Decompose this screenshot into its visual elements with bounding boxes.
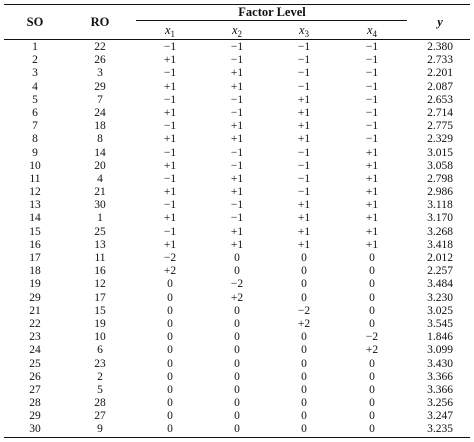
cell-y: 3.366 — [427, 370, 453, 383]
cell-y: 2.087 — [427, 80, 453, 93]
cell-x2: 0 — [234, 331, 240, 344]
cell-x2: +1 — [230, 120, 244, 133]
header-y: y — [437, 15, 443, 29]
table-row — [0, 278, 474, 291]
cell-y: 3.484 — [427, 278, 453, 291]
cell-x3: −1 — [297, 67, 311, 80]
cell-ro: 1 — [97, 212, 103, 225]
cell-x1: −1 — [163, 146, 177, 159]
cell-x2: −1 — [230, 146, 244, 159]
cell-x4: 0 — [369, 397, 375, 410]
cell-x1: −1 — [163, 199, 177, 212]
cell-y: 3.545 — [427, 317, 453, 330]
cell-so: 24 — [29, 344, 41, 357]
cell-so: 6 — [32, 106, 38, 119]
cell-so: 26 — [29, 370, 41, 383]
cell-x4: 0 — [369, 252, 375, 264]
cell-x3: 0 — [301, 331, 307, 344]
table-row — [0, 226, 474, 239]
cell-x3: +1 — [297, 133, 311, 146]
table-row — [0, 423, 474, 436]
cell-x3: −1 — [297, 159, 311, 172]
cell-x1: −1 — [163, 67, 177, 80]
cell-y: 3.025 — [427, 304, 453, 317]
cell-x2: +1 — [230, 225, 244, 238]
cell-ro: 14 — [94, 146, 106, 159]
cell-x1: 0 — [167, 291, 173, 304]
cell-x3: −1 — [297, 172, 311, 185]
cell-so: 16 — [29, 238, 41, 251]
cell-so: 22 — [29, 317, 41, 330]
cell-x4: −1 — [365, 80, 379, 93]
cell-x4: −1 — [365, 106, 379, 119]
cell-x1: −2 — [163, 252, 177, 264]
cell-x1: +1 — [163, 159, 177, 172]
cell-x2: −1 — [230, 106, 244, 119]
cell-y: 2.733 — [427, 54, 453, 67]
cell-x4: 0 — [369, 265, 375, 278]
cell-so: 27 — [29, 383, 41, 396]
cell-so: 29 — [29, 291, 41, 304]
table-row — [0, 358, 474, 371]
cell-ro: 22 — [94, 41, 106, 53]
cell-x1: −1 — [163, 172, 177, 185]
cell-x2: 0 — [234, 252, 240, 264]
table-row — [0, 186, 474, 199]
table-row — [0, 120, 474, 133]
cell-ro: 19 — [94, 317, 106, 330]
cell-x4: +1 — [365, 225, 379, 238]
header-factor-level: Factor Level — [238, 5, 306, 19]
table-row — [0, 397, 474, 410]
table-row — [0, 41, 474, 54]
cell-so: 1 — [32, 41, 38, 53]
table-row — [0, 67, 474, 80]
cell-x3: −1 — [297, 146, 311, 159]
cell-x1: 0 — [167, 423, 173, 436]
cell-x4: +1 — [365, 146, 379, 159]
cell-ro: 30 — [94, 199, 106, 212]
cell-y: 2.653 — [427, 93, 453, 106]
cell-x3: 0 — [301, 383, 307, 396]
cell-x1: 0 — [167, 397, 173, 410]
cell-x3: 0 — [301, 410, 307, 423]
cell-ro: 6 — [97, 344, 103, 357]
cell-so: 28 — [29, 397, 41, 410]
table-row — [0, 331, 474, 344]
cell-so: 12 — [29, 186, 41, 199]
cell-x4: −1 — [365, 41, 379, 53]
table-row — [0, 147, 474, 160]
cell-ro: 2 — [97, 370, 103, 383]
cell-ro: 23 — [94, 357, 106, 370]
cell-x1: 0 — [167, 278, 173, 291]
cell-x2: 0 — [234, 357, 240, 370]
cell-x2: +1 — [230, 80, 244, 93]
cell-x3: 0 — [301, 278, 307, 291]
cell-y: 2.380 — [427, 41, 453, 53]
cell-x1: +1 — [163, 133, 177, 146]
cell-ro: 25 — [94, 225, 106, 238]
cell-x4: +1 — [365, 238, 379, 251]
cell-ro: 11 — [94, 252, 106, 264]
cell-x2: 0 — [234, 265, 240, 278]
cell-y: 2.257 — [427, 265, 453, 278]
cell-y: 3.366 — [427, 383, 453, 396]
cell-so: 23 — [29, 331, 41, 344]
table-row — [0, 292, 474, 305]
cell-so: 11 — [29, 172, 41, 185]
cell-x3: 0 — [301, 370, 307, 383]
cell-x1: −1 — [163, 41, 177, 53]
cell-x2: 0 — [234, 304, 240, 317]
cell-ro: 24 — [94, 106, 106, 119]
cell-y: 1.846 — [427, 331, 453, 344]
cell-x1: +1 — [163, 212, 177, 225]
cell-x4: +1 — [365, 186, 379, 199]
cell-so: 4 — [32, 80, 38, 93]
cell-x3: −1 — [297, 54, 311, 67]
table-row — [0, 371, 474, 384]
cell-so: 19 — [29, 278, 41, 291]
cell-x2: −1 — [230, 159, 244, 172]
cell-so: 29 — [29, 410, 41, 423]
cell-y: 2.201 — [427, 67, 453, 80]
cell-y: 3.058 — [427, 159, 453, 172]
cell-x2: −2 — [230, 278, 244, 291]
cell-x4: +1 — [365, 172, 379, 185]
cell-x3: +1 — [297, 93, 311, 106]
cell-x4: +1 — [365, 199, 379, 212]
cell-x3: +1 — [297, 212, 311, 225]
cell-so: 8 — [32, 133, 38, 146]
cell-x2: 0 — [234, 317, 240, 330]
cell-so: 10 — [29, 159, 41, 172]
cell-y: 3.099 — [427, 344, 453, 357]
table-row — [0, 199, 474, 212]
cell-x4: 0 — [369, 291, 375, 304]
cell-so: 5 — [32, 93, 38, 106]
cell-x1: 0 — [167, 331, 173, 344]
cell-x3: 0 — [301, 291, 307, 304]
table-row — [0, 410, 474, 423]
cell-x1: 0 — [167, 344, 173, 357]
cell-so: 2 — [32, 54, 38, 67]
cell-y: 3.170 — [427, 212, 453, 225]
cell-x1: 0 — [167, 317, 173, 330]
cell-x4: 0 — [369, 423, 375, 436]
cell-x3: −1 — [297, 41, 311, 53]
cell-x4: −1 — [365, 67, 379, 80]
table-top-rule — [4, 4, 470, 5]
table-row — [0, 265, 474, 278]
cell-y: 2.012 — [427, 252, 453, 264]
table-row — [0, 239, 474, 252]
table-row — [0, 384, 474, 397]
cell-ro: 8 — [97, 133, 103, 146]
cell-ro: 3 — [97, 67, 103, 80]
cell-x1: +1 — [163, 186, 177, 199]
cell-ro: 18 — [94, 120, 106, 133]
cell-x1: +2 — [163, 265, 177, 278]
cell-x1: +1 — [163, 80, 177, 93]
cell-ro: 5 — [97, 383, 103, 396]
cell-so: 25 — [29, 357, 41, 370]
cell-x1: 0 — [167, 357, 173, 370]
cell-x1: 0 — [167, 370, 173, 383]
cell-x4: −1 — [365, 133, 379, 146]
cell-so: 7 — [32, 120, 38, 133]
cell-x2: 0 — [234, 383, 240, 396]
cell-x2: 0 — [234, 344, 240, 357]
cell-y: 3.230 — [427, 291, 453, 304]
table-row — [0, 173, 474, 186]
cell-y: 3.256 — [427, 397, 453, 410]
cell-x3: 0 — [301, 252, 307, 264]
cell-x4: +2 — [365, 344, 379, 357]
table-bottom-rule — [4, 437, 470, 438]
table-row — [0, 344, 474, 357]
cell-x4: +1 — [365, 212, 379, 225]
cell-so: 17 — [29, 252, 41, 264]
header-so: SO — [26, 15, 44, 29]
cell-x1: +1 — [163, 238, 177, 251]
cell-x3: +2 — [297, 317, 311, 330]
cell-ro: 28 — [94, 397, 106, 410]
cell-so: 3 — [32, 67, 38, 80]
table-row — [0, 160, 474, 173]
cell-x4: 0 — [369, 304, 375, 317]
cell-y: 3.247 — [427, 410, 453, 423]
cell-ro: 29 — [94, 80, 106, 93]
cell-x3: +1 — [297, 106, 311, 119]
cell-x2: 0 — [234, 423, 240, 436]
cell-x2: +1 — [230, 133, 244, 146]
cell-y: 2.775 — [427, 120, 453, 133]
factor-level-rule — [136, 20, 407, 21]
header-x2: $x_2$ — [231, 23, 243, 39]
cell-y: 2.329 — [427, 133, 453, 146]
cell-x2: +1 — [230, 186, 244, 199]
cell-ro: 13 — [94, 238, 106, 251]
cell-ro: 16 — [94, 265, 106, 278]
cell-x2: 0 — [234, 397, 240, 410]
cell-x1: 0 — [167, 410, 173, 423]
cell-ro: 12 — [94, 278, 106, 291]
cell-so: 15 — [29, 225, 41, 238]
cell-y: 2.986 — [427, 186, 453, 199]
cell-x2: +1 — [230, 172, 244, 185]
cell-ro: 15 — [94, 304, 106, 317]
cell-x4: +1 — [365, 159, 379, 172]
cell-so: 21 — [29, 304, 41, 317]
header-x4: $x_4$ — [366, 23, 378, 39]
cell-y: 2.714 — [427, 106, 453, 119]
cell-x1: −1 — [163, 120, 177, 133]
cell-x4: 0 — [369, 357, 375, 370]
cell-y: 2.798 — [427, 172, 453, 185]
cell-x3: −2 — [297, 304, 311, 317]
cell-so: 13 — [29, 199, 41, 212]
header-bottom-rule — [4, 39, 470, 40]
cell-so: 18 — [29, 265, 41, 278]
cell-x1: +1 — [163, 54, 177, 67]
cell-x1: −1 — [163, 93, 177, 106]
cell-x2: +2 — [230, 291, 244, 304]
table-row — [0, 318, 474, 331]
header-x1: $x_1$ — [164, 23, 176, 39]
cell-x2: 0 — [234, 410, 240, 423]
cell-y: 3.015 — [427, 146, 453, 159]
table-row — [0, 94, 474, 107]
cell-ro: 26 — [94, 54, 106, 67]
cell-so: 9 — [32, 146, 38, 159]
cell-x3: 0 — [301, 344, 307, 357]
cell-ro: 27 — [94, 410, 106, 423]
cell-x4: −1 — [365, 120, 379, 133]
table-row — [0, 305, 474, 318]
cell-x3: +1 — [297, 238, 311, 251]
table-row — [0, 54, 474, 67]
cell-x4: 0 — [369, 317, 375, 330]
cell-ro: 17 — [94, 291, 106, 304]
cell-x2: −1 — [230, 212, 244, 225]
cell-x2: −1 — [230, 41, 244, 53]
cell-x4: 0 — [369, 410, 375, 423]
header-ro: RO — [90, 15, 110, 29]
cell-x3: 0 — [301, 423, 307, 436]
cell-so: 14 — [29, 212, 41, 225]
cell-ro: 9 — [97, 423, 103, 436]
cell-so: 30 — [29, 423, 41, 436]
cell-x4: −1 — [365, 93, 379, 106]
cell-y: 3.418 — [427, 238, 453, 251]
table-row — [0, 133, 474, 146]
cell-x2: +1 — [230, 238, 244, 251]
cell-x3: −1 — [297, 186, 311, 199]
cell-ro: 7 — [97, 93, 103, 106]
cell-ro: 4 — [97, 172, 103, 185]
cell-x2: +1 — [230, 67, 244, 80]
cell-y: 3.268 — [427, 225, 453, 238]
cell-x3: −1 — [297, 80, 311, 93]
cell-x2: −1 — [230, 93, 244, 106]
cell-y: 3.118 — [427, 199, 453, 212]
cell-x2: 0 — [234, 370, 240, 383]
cell-x3: +1 — [297, 225, 311, 238]
cell-y: 3.430 — [427, 357, 453, 370]
table-body — [0, 41, 474, 437]
cell-x1: −1 — [163, 225, 177, 238]
cell-x4: 0 — [369, 383, 375, 396]
cell-x4: −1 — [365, 54, 379, 67]
cell-x1: 0 — [167, 383, 173, 396]
cell-ro: 20 — [94, 159, 106, 172]
table-row — [0, 81, 474, 94]
cell-x1: +1 — [163, 106, 177, 119]
cell-x4: −2 — [365, 331, 379, 344]
cell-x3: +1 — [297, 199, 311, 212]
cell-x3: 0 — [301, 357, 307, 370]
table-row — [0, 107, 474, 120]
cell-x3: 0 — [301, 397, 307, 410]
cell-x1: 0 — [167, 304, 173, 317]
cell-x3: +1 — [297, 120, 311, 133]
cell-x2: −1 — [230, 199, 244, 212]
cell-x4: 0 — [369, 370, 375, 383]
cell-ro: 21 — [94, 186, 106, 199]
cell-x3: 0 — [301, 265, 307, 278]
cell-y: 3.235 — [427, 423, 453, 436]
header-x3: $x_3$ — [298, 23, 310, 39]
cell-x2: −1 — [230, 54, 244, 67]
table-row — [0, 252, 474, 265]
cell-ro: 10 — [94, 331, 106, 344]
table-row — [0, 212, 474, 225]
cell-x4: 0 — [369, 278, 375, 291]
